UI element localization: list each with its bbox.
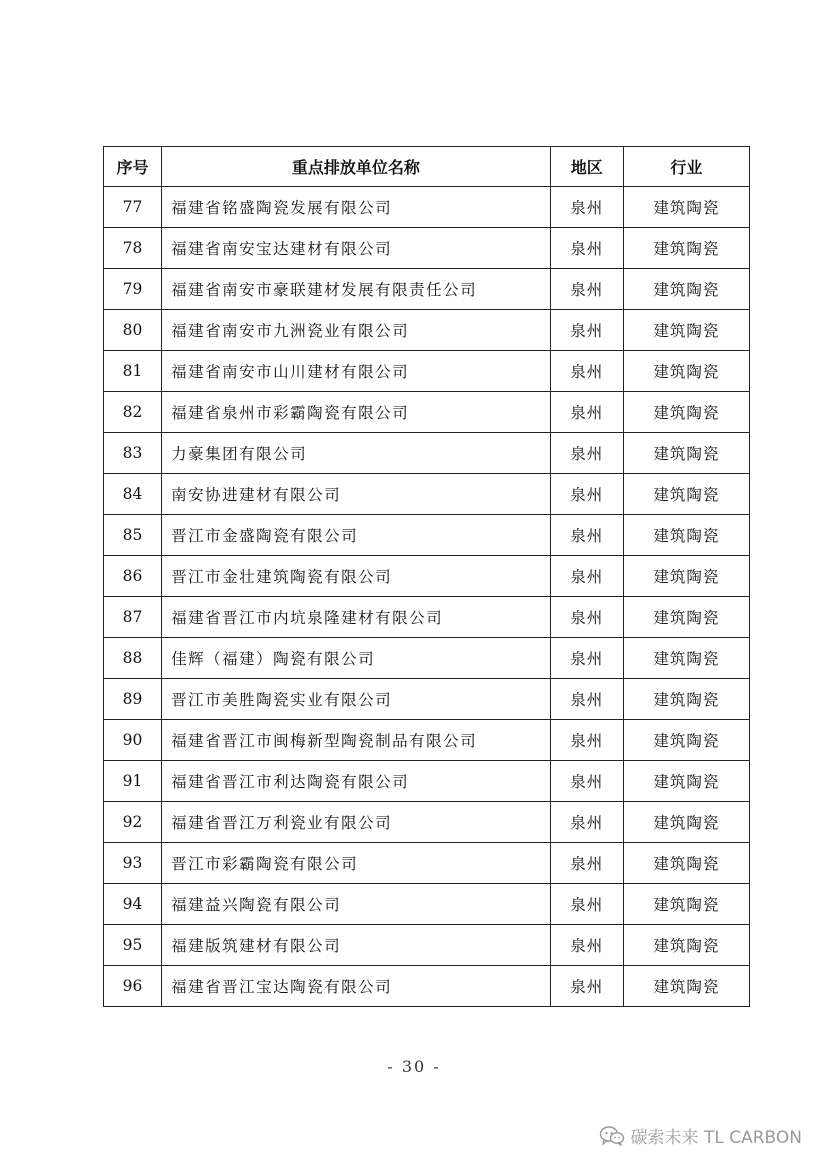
company-name: 福建版筑建材有限公司 bbox=[162, 925, 551, 966]
industry-cell: 建筑陶瓷 bbox=[623, 269, 749, 310]
row-number: 91 bbox=[104, 761, 162, 802]
company-name: 福建省晋江市内坑泉隆建材有限公司 bbox=[162, 597, 551, 638]
table-row bbox=[104, 679, 750, 720]
industry-cell: 建筑陶瓷 bbox=[623, 310, 749, 351]
company-name: 福建省南安宝达建材有限公司 bbox=[162, 228, 551, 269]
table-row bbox=[104, 925, 750, 966]
row-number: 82 bbox=[104, 392, 162, 433]
row-number: 90 bbox=[104, 720, 162, 761]
table-body bbox=[104, 187, 750, 1007]
region-cell: 泉州 bbox=[550, 269, 623, 310]
region-cell: 泉州 bbox=[550, 187, 623, 228]
industry-cell: 建筑陶瓷 bbox=[623, 679, 749, 720]
company-name: 福建省晋江万利瓷业有限公司 bbox=[162, 802, 551, 843]
company-name: 福建省晋江市利达陶瓷有限公司 bbox=[162, 761, 551, 802]
region-cell: 泉州 bbox=[550, 761, 623, 802]
header-region: 地区 bbox=[550, 147, 623, 187]
region-cell: 泉州 bbox=[550, 802, 623, 843]
table-row bbox=[104, 966, 750, 1007]
industry-cell: 建筑陶瓷 bbox=[623, 187, 749, 228]
row-number: 81 bbox=[104, 351, 162, 392]
company-name: 佳辉（福建）陶瓷有限公司 bbox=[162, 638, 551, 679]
watermark bbox=[599, 1123, 802, 1148]
industry-cell: 建筑陶瓷 bbox=[623, 351, 749, 392]
region-cell: 泉州 bbox=[550, 966, 623, 1007]
row-number: 89 bbox=[104, 679, 162, 720]
company-name: 晋江市彩霸陶瓷有限公司 bbox=[162, 843, 551, 884]
table-row bbox=[104, 269, 750, 310]
row-number: 94 bbox=[104, 884, 162, 925]
company-name: 力豪集团有限公司 bbox=[162, 433, 551, 474]
region-cell: 泉州 bbox=[550, 392, 623, 433]
region-cell: 泉州 bbox=[550, 720, 623, 761]
company-name: 福建益兴陶瓷有限公司 bbox=[162, 884, 551, 925]
header-name: 重点排放单位名称 bbox=[162, 147, 551, 187]
row-number: 77 bbox=[104, 187, 162, 228]
row-number: 80 bbox=[104, 310, 162, 351]
page-number: - 30 - bbox=[387, 1057, 441, 1076]
industry-cell: 建筑陶瓷 bbox=[623, 925, 749, 966]
company-name: 福建省泉州市彩霸陶瓷有限公司 bbox=[162, 392, 551, 433]
table-row bbox=[104, 843, 750, 884]
table-row bbox=[104, 556, 750, 597]
table-row bbox=[104, 720, 750, 761]
industry-cell: 建筑陶瓷 bbox=[623, 433, 749, 474]
industry-cell: 建筑陶瓷 bbox=[623, 761, 749, 802]
header-no: 序号 bbox=[104, 147, 162, 187]
row-number: 85 bbox=[104, 515, 162, 556]
row-number: 92 bbox=[104, 802, 162, 843]
table-row bbox=[104, 351, 750, 392]
industry-cell: 建筑陶瓷 bbox=[623, 392, 749, 433]
company-name: 福建省晋江市闽梅新型陶瓷制品有限公司 bbox=[162, 720, 551, 761]
region-cell: 泉州 bbox=[550, 556, 623, 597]
industry-cell: 建筑陶瓷 bbox=[623, 515, 749, 556]
table-row bbox=[104, 187, 750, 228]
industry-cell: 建筑陶瓷 bbox=[623, 843, 749, 884]
row-number: 96 bbox=[104, 966, 162, 1007]
watermark-text: 碳索未来 TL CARBON bbox=[630, 1128, 802, 1148]
company-name: 福建省南安市豪联建材发展有限责任公司 bbox=[162, 269, 551, 310]
company-name: 福建省南安市九洲瓷业有限公司 bbox=[162, 310, 551, 351]
row-number: 79 bbox=[104, 269, 162, 310]
industry-cell: 建筑陶瓷 bbox=[623, 228, 749, 269]
row-number: 93 bbox=[104, 843, 162, 884]
region-cell: 泉州 bbox=[550, 843, 623, 884]
row-number: 88 bbox=[104, 638, 162, 679]
industry-cell: 建筑陶瓷 bbox=[623, 720, 749, 761]
region-cell: 泉州 bbox=[550, 310, 623, 351]
company-name: 晋江市金壮建筑陶瓷有限公司 bbox=[162, 556, 551, 597]
region-cell: 泉州 bbox=[550, 679, 623, 720]
emission-units-table bbox=[103, 146, 750, 1007]
company-name: 晋江市美胜陶瓷实业有限公司 bbox=[162, 679, 551, 720]
industry-cell: 建筑陶瓷 bbox=[623, 556, 749, 597]
table-row bbox=[104, 638, 750, 679]
region-cell: 泉州 bbox=[550, 884, 623, 925]
row-number: 78 bbox=[104, 228, 162, 269]
row-number: 83 bbox=[104, 433, 162, 474]
table-row bbox=[104, 761, 750, 802]
industry-cell: 建筑陶瓷 bbox=[623, 597, 749, 638]
row-number: 86 bbox=[104, 556, 162, 597]
industry-cell: 建筑陶瓷 bbox=[623, 966, 749, 1007]
row-number: 87 bbox=[104, 597, 162, 638]
region-cell: 泉州 bbox=[550, 597, 623, 638]
region-cell: 泉州 bbox=[550, 515, 623, 556]
table-row bbox=[104, 597, 750, 638]
table-row bbox=[104, 884, 750, 925]
company-name: 晋江市金盛陶瓷有限公司 bbox=[162, 515, 551, 556]
company-name: 福建省南安市山川建材有限公司 bbox=[162, 351, 551, 392]
industry-cell: 建筑陶瓷 bbox=[623, 474, 749, 515]
row-number: 95 bbox=[104, 925, 162, 966]
region-cell: 泉州 bbox=[550, 433, 623, 474]
company-name: 福建省铭盛陶瓷发展有限公司 bbox=[162, 187, 551, 228]
region-cell: 泉州 bbox=[550, 474, 623, 515]
table-row bbox=[104, 433, 750, 474]
table-row bbox=[104, 474, 750, 515]
table-row bbox=[104, 392, 750, 433]
company-name: 福建省晋江宝达陶瓷有限公司 bbox=[162, 966, 551, 1007]
row-number: 84 bbox=[104, 474, 162, 515]
region-cell: 泉州 bbox=[550, 925, 623, 966]
industry-cell: 建筑陶瓷 bbox=[623, 638, 749, 679]
industry-cell: 建筑陶瓷 bbox=[623, 884, 749, 925]
company-name: 南安协进建材有限公司 bbox=[162, 474, 551, 515]
table-row bbox=[104, 310, 750, 351]
table-header-row bbox=[104, 147, 750, 187]
region-cell: 泉州 bbox=[550, 228, 623, 269]
table-row bbox=[104, 802, 750, 843]
region-cell: 泉州 bbox=[550, 351, 623, 392]
region-cell: 泉州 bbox=[550, 638, 623, 679]
industry-cell: 建筑陶瓷 bbox=[623, 802, 749, 843]
table-row bbox=[104, 228, 750, 269]
wechat-icon bbox=[599, 1125, 625, 1147]
table-row bbox=[104, 515, 750, 556]
header-industry: 行业 bbox=[623, 147, 749, 187]
